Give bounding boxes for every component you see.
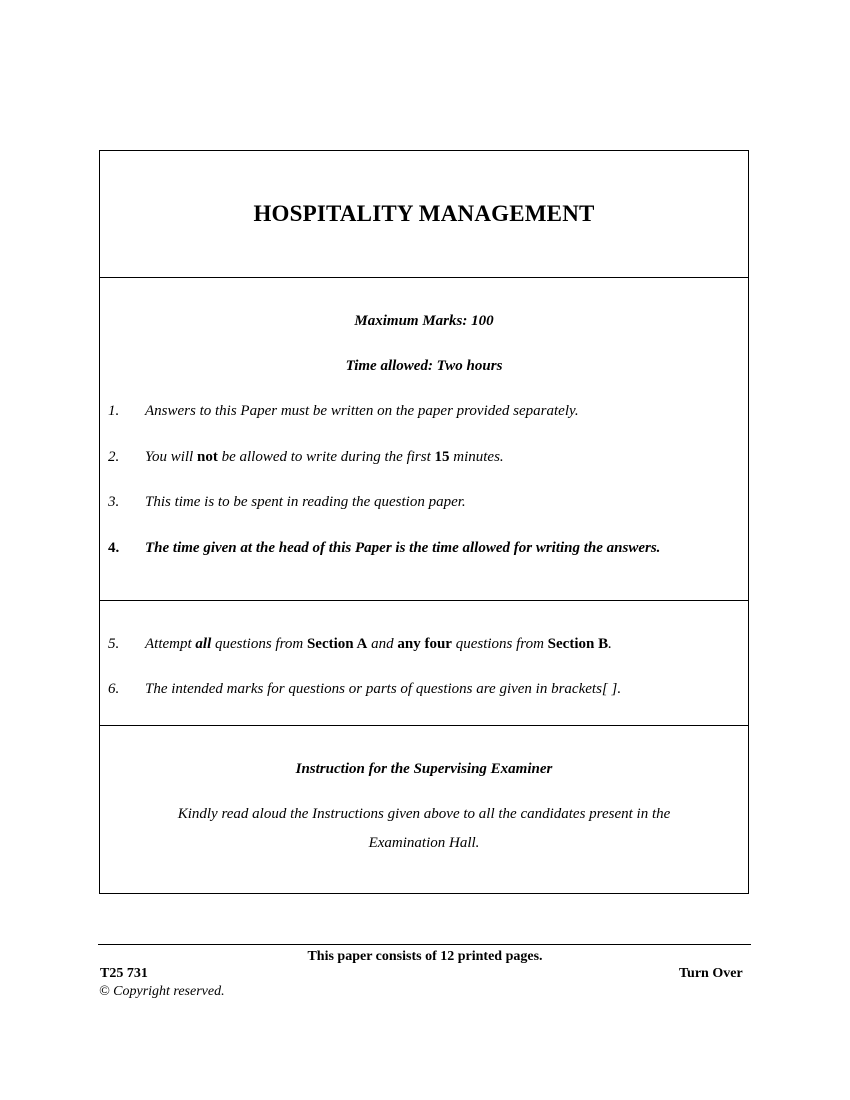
divider-1 — [100, 277, 748, 278]
instruction-number: 2. — [108, 449, 120, 465]
instruction-frame — [99, 150, 749, 894]
page-count: This paper consists of 12 printed pages. — [307, 949, 543, 964]
instruction-number: 4. — [108, 540, 120, 556]
supervisor-heading: Instruction for the Supervising Examiner — [295, 761, 553, 777]
supervisor-note — [140, 800, 708, 858]
time-allowed: Time allowed: Two hours — [345, 358, 503, 374]
instruction-text: Attempt all questions from Section A and any four questions from Section B. — [145, 636, 612, 652]
instruction-number: 5. — [108, 636, 120, 652]
instruction-text: You will not be allowed to write during the first 15 minutes. — [145, 449, 504, 465]
divider-3 — [100, 725, 748, 726]
instruction-text: This time is to be spent in reading the question paper. — [145, 494, 466, 510]
instruction-number: 1. — [108, 403, 120, 419]
supervisor-note-line-2: Examination Hall. — [368, 835, 480, 851]
maximum-marks: Maximum Marks: 100 — [354, 313, 494, 329]
divider-2 — [100, 600, 748, 601]
turn-over: Turn Over — [679, 966, 743, 981]
instruction-text: The intended marks for questions or parts of questions are given in brackets[ ]. — [145, 681, 622, 697]
instruction-text: Answers to this Paper must be written on the paper provided separately. — [145, 403, 579, 419]
instruction-number: 3. — [108, 494, 120, 510]
supervisor-note-line-1: Kindly read aloud the Instructions given above to all the candidates present in the — [177, 806, 671, 822]
copyright-notice: © Copyright reserved. — [99, 984, 225, 999]
instruction-text: The time given at the head of this Paper is the time allowed for writing the answers. — [145, 540, 661, 556]
footer-rule — [98, 944, 751, 945]
paper-title: HOSPITALITY MANAGEMENT — [253, 201, 595, 226]
instruction-number: 6. — [108, 681, 120, 697]
paper-code: T25 731 — [100, 966, 148, 981]
